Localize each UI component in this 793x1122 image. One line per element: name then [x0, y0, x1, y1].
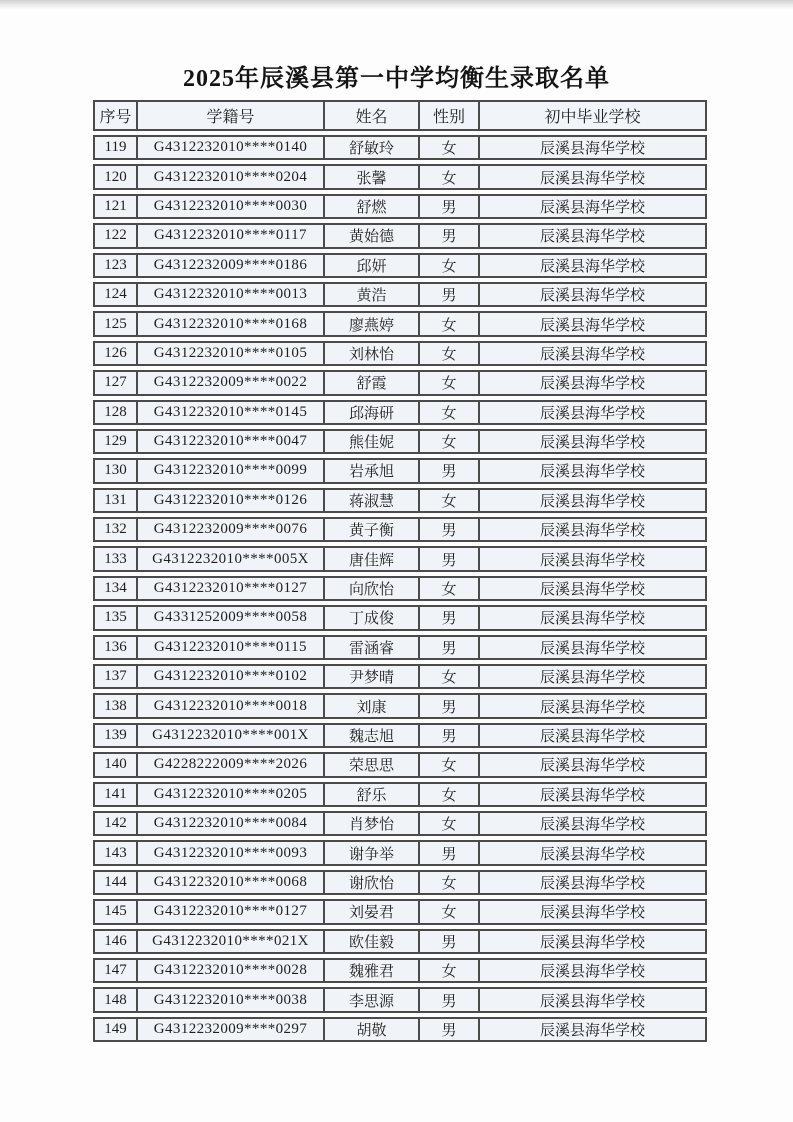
admission-list-table — [93, 96, 707, 1046]
cell-gender: 女 — [420, 135, 480, 160]
cell-seq: 149 — [93, 1017, 138, 1042]
cell-name: 黄始德 — [325, 223, 420, 248]
cell-gender: 女 — [420, 664, 480, 689]
cell-seq: 146 — [93, 929, 138, 954]
cell-gender: 男 — [420, 840, 480, 865]
cell-school: 辰溪县海华学校 — [480, 311, 707, 336]
cell-name: 舒敏玲 — [325, 135, 420, 160]
cell-seq: 134 — [93, 576, 138, 601]
cell-name: 张馨 — [325, 164, 420, 189]
cell-gender: 男 — [420, 546, 480, 571]
cell-id: G4312232010****0047 — [138, 429, 325, 454]
cell-school: 辰溪县海华学校 — [480, 899, 707, 924]
cell-gender: 男 — [420, 282, 480, 307]
cell-name: 熊佳妮 — [325, 429, 420, 454]
table-row — [93, 635, 707, 660]
cell-school: 辰溪县海华学校 — [480, 576, 707, 601]
cell-school: 辰溪县海华学校 — [480, 811, 707, 836]
cell-school: 辰溪县海华学校 — [480, 194, 707, 219]
cell-school: 辰溪县海华学校 — [480, 341, 707, 366]
cell-id: G4312232010****0140 — [138, 135, 325, 160]
table-row — [93, 135, 707, 160]
scan-edge-artifact — [0, 0, 793, 10]
cell-seq: 121 — [93, 194, 138, 219]
cell-school: 辰溪县海华学校 — [480, 370, 707, 395]
cell-seq: 124 — [93, 282, 138, 307]
cell-id: G4312232010****0068 — [138, 870, 325, 895]
cell-seq: 140 — [93, 752, 138, 777]
cell-id: G4312232010****0126 — [138, 488, 325, 513]
cell-name: 黄子衡 — [325, 517, 420, 542]
cell-id: G4312232010****0105 — [138, 341, 325, 366]
cell-school: 辰溪县海华学校 — [480, 223, 707, 248]
column-header-school: 初中毕业学校 — [480, 100, 707, 131]
cell-id: G4312232010****0168 — [138, 311, 325, 336]
table-row — [93, 1017, 707, 1042]
cell-gender: 男 — [420, 517, 480, 542]
cell-gender: 女 — [420, 370, 480, 395]
cell-id: G4312232010****0084 — [138, 811, 325, 836]
cell-gender: 女 — [420, 576, 480, 601]
cell-seq: 119 — [93, 135, 138, 160]
cell-seq: 125 — [93, 311, 138, 336]
cell-gender: 女 — [420, 782, 480, 807]
table-row — [93, 870, 707, 895]
table-row — [93, 987, 707, 1012]
cell-seq: 145 — [93, 899, 138, 924]
cell-seq: 137 — [93, 664, 138, 689]
cell-school: 辰溪县海华学校 — [480, 429, 707, 454]
cell-seq: 136 — [93, 635, 138, 660]
cell-name: 邱海研 — [325, 400, 420, 425]
cell-id: G4312232010****001X — [138, 723, 325, 748]
cell-gender: 女 — [420, 429, 480, 454]
cell-seq: 129 — [93, 429, 138, 454]
table-header-row — [93, 100, 707, 131]
cell-seq: 122 — [93, 223, 138, 248]
table-row — [93, 723, 707, 748]
cell-seq: 131 — [93, 488, 138, 513]
table-row — [93, 488, 707, 513]
cell-school: 辰溪县海华学校 — [480, 605, 707, 630]
table-row — [93, 223, 707, 248]
table-row — [93, 811, 707, 836]
table-row — [93, 752, 707, 777]
cell-id: G4331252009****0058 — [138, 605, 325, 630]
cell-seq: 144 — [93, 870, 138, 895]
cell-gender: 男 — [420, 693, 480, 718]
column-header-id: 学籍号 — [138, 100, 325, 131]
cell-gender: 男 — [420, 1017, 480, 1042]
cell-name: 邱妍 — [325, 253, 420, 278]
cell-seq: 123 — [93, 253, 138, 278]
table-row — [93, 370, 707, 395]
table-row — [93, 929, 707, 954]
cell-school: 辰溪县海华学校 — [480, 840, 707, 865]
table-row — [93, 899, 707, 924]
table-row — [93, 164, 707, 189]
cell-seq: 132 — [93, 517, 138, 542]
table-row — [93, 282, 707, 307]
table-row — [93, 693, 707, 718]
cell-school: 辰溪县海华学校 — [480, 664, 707, 689]
cell-name: 刘林怡 — [325, 341, 420, 366]
table-row — [93, 840, 707, 865]
cell-school: 辰溪县海华学校 — [480, 987, 707, 1012]
table-row — [93, 400, 707, 425]
cell-seq: 141 — [93, 782, 138, 807]
cell-gender: 女 — [420, 958, 480, 983]
cell-gender: 男 — [420, 223, 480, 248]
cell-id: G4312232010****0093 — [138, 840, 325, 865]
cell-school: 辰溪县海华学校 — [480, 400, 707, 425]
cell-gender: 女 — [420, 488, 480, 513]
cell-gender: 男 — [420, 929, 480, 954]
table-row — [93, 605, 707, 630]
cell-name: 向欣怡 — [325, 576, 420, 601]
cell-name: 尹梦晴 — [325, 664, 420, 689]
page-title: 2025年辰溪县第一中学均衡生录取名单 — [183, 66, 610, 92]
cell-id: G4312232010****0127 — [138, 899, 325, 924]
table-row — [93, 458, 707, 483]
table-row — [93, 546, 707, 571]
cell-id: G4312232009****0186 — [138, 253, 325, 278]
table-row — [93, 311, 707, 336]
cell-name: 谢欣怡 — [325, 870, 420, 895]
cell-gender: 女 — [420, 400, 480, 425]
cell-school: 辰溪县海华学校 — [480, 488, 707, 513]
cell-id: G4312232010****0115 — [138, 635, 325, 660]
table-body — [93, 135, 707, 1042]
cell-id: G4312232010****0018 — [138, 693, 325, 718]
cell-name: 岩承旭 — [325, 458, 420, 483]
cell-school: 辰溪县海华学校 — [480, 635, 707, 660]
cell-seq: 142 — [93, 811, 138, 836]
cell-gender: 女 — [420, 899, 480, 924]
cell-school: 辰溪县海华学校 — [480, 1017, 707, 1042]
cell-gender: 女 — [420, 164, 480, 189]
cell-name: 李思源 — [325, 987, 420, 1012]
cell-school: 辰溪县海华学校 — [480, 958, 707, 983]
cell-gender: 女 — [420, 870, 480, 895]
cell-id: G4312232010****0204 — [138, 164, 325, 189]
table-row — [93, 517, 707, 542]
table-row — [93, 341, 707, 366]
cell-name: 廖燕婷 — [325, 311, 420, 336]
cell-school: 辰溪县海华学校 — [480, 752, 707, 777]
column-header-gender: 性别 — [420, 100, 480, 131]
cell-gender: 女 — [420, 253, 480, 278]
cell-id: G4312232010****0038 — [138, 987, 325, 1012]
cell-name: 刘晏君 — [325, 899, 420, 924]
cell-gender: 女 — [420, 311, 480, 336]
cell-seq: 148 — [93, 987, 138, 1012]
column-header-seq: 序号 — [93, 100, 138, 131]
cell-school: 辰溪县海华学校 — [480, 723, 707, 748]
cell-name: 魏志旭 — [325, 723, 420, 748]
cell-gender: 男 — [420, 194, 480, 219]
cell-name: 舒燃 — [325, 194, 420, 219]
cell-seq: 143 — [93, 840, 138, 865]
column-header-name: 姓名 — [325, 100, 420, 131]
cell-name: 欧佳毅 — [325, 929, 420, 954]
cell-id: G4312232010****0117 — [138, 223, 325, 248]
cell-id: G4312232009****0076 — [138, 517, 325, 542]
cell-school: 辰溪县海华学校 — [480, 253, 707, 278]
table-row — [93, 253, 707, 278]
cell-gender: 女 — [420, 341, 480, 366]
table-row — [93, 576, 707, 601]
table-row — [93, 194, 707, 219]
cell-id: G4312232010****0127 — [138, 576, 325, 601]
cell-name: 丁成俊 — [325, 605, 420, 630]
cell-name: 舒乐 — [325, 782, 420, 807]
cell-seq: 147 — [93, 958, 138, 983]
cell-school: 辰溪县海华学校 — [480, 282, 707, 307]
cell-name: 黄浩 — [325, 282, 420, 307]
cell-name: 胡敬 — [325, 1017, 420, 1042]
cell-gender: 男 — [420, 605, 480, 630]
cell-id: G4312232010****0145 — [138, 400, 325, 425]
cell-seq: 126 — [93, 341, 138, 366]
cell-gender: 男 — [420, 723, 480, 748]
cell-seq: 128 — [93, 400, 138, 425]
cell-name: 谢争举 — [325, 840, 420, 865]
cell-school: 辰溪县海华学校 — [480, 517, 707, 542]
cell-gender: 女 — [420, 811, 480, 836]
cell-seq: 135 — [93, 605, 138, 630]
cell-id: G4312232009****0022 — [138, 370, 325, 395]
cell-seq: 127 — [93, 370, 138, 395]
cell-name: 舒霞 — [325, 370, 420, 395]
cell-id: G4312232010****0028 — [138, 958, 325, 983]
cell-seq: 120 — [93, 164, 138, 189]
cell-seq: 138 — [93, 693, 138, 718]
cell-gender: 男 — [420, 635, 480, 660]
cell-name: 魏雅君 — [325, 958, 420, 983]
cell-id: G4312232010****0013 — [138, 282, 325, 307]
cell-name: 肖梦怡 — [325, 811, 420, 836]
cell-gender: 女 — [420, 752, 480, 777]
cell-school: 辰溪县海华学校 — [480, 929, 707, 954]
cell-id: G4312232010****021X — [138, 929, 325, 954]
cell-school: 辰溪县海华学校 — [480, 782, 707, 807]
cell-id: G4312232010****0030 — [138, 194, 325, 219]
cell-id: G4312232010****005X — [138, 546, 325, 571]
table-row — [93, 664, 707, 689]
cell-school: 辰溪县海华学校 — [480, 164, 707, 189]
cell-school: 辰溪县海华学校 — [480, 458, 707, 483]
cell-seq: 139 — [93, 723, 138, 748]
cell-id: G4312232010****0102 — [138, 664, 325, 689]
table-row — [93, 782, 707, 807]
cell-school: 辰溪县海华学校 — [480, 546, 707, 571]
table-row — [93, 429, 707, 454]
cell-name: 刘康 — [325, 693, 420, 718]
cell-id: G4312232010****0099 — [138, 458, 325, 483]
table-row — [93, 958, 707, 983]
cell-name: 蒋淑慧 — [325, 488, 420, 513]
cell-school: 辰溪县海华学校 — [480, 693, 707, 718]
cell-id: G4228222009****2026 — [138, 752, 325, 777]
cell-id: G4312232009****0297 — [138, 1017, 325, 1042]
cell-name: 唐佳辉 — [325, 546, 420, 571]
cell-name: 雷涵睿 — [325, 635, 420, 660]
cell-seq: 133 — [93, 546, 138, 571]
cell-school: 辰溪县海华学校 — [480, 870, 707, 895]
cell-gender: 男 — [420, 987, 480, 1012]
cell-name: 荣思思 — [325, 752, 420, 777]
cell-id: G4312232010****0205 — [138, 782, 325, 807]
cell-seq: 130 — [93, 458, 138, 483]
cell-gender: 男 — [420, 458, 480, 483]
cell-school: 辰溪县海华学校 — [480, 135, 707, 160]
